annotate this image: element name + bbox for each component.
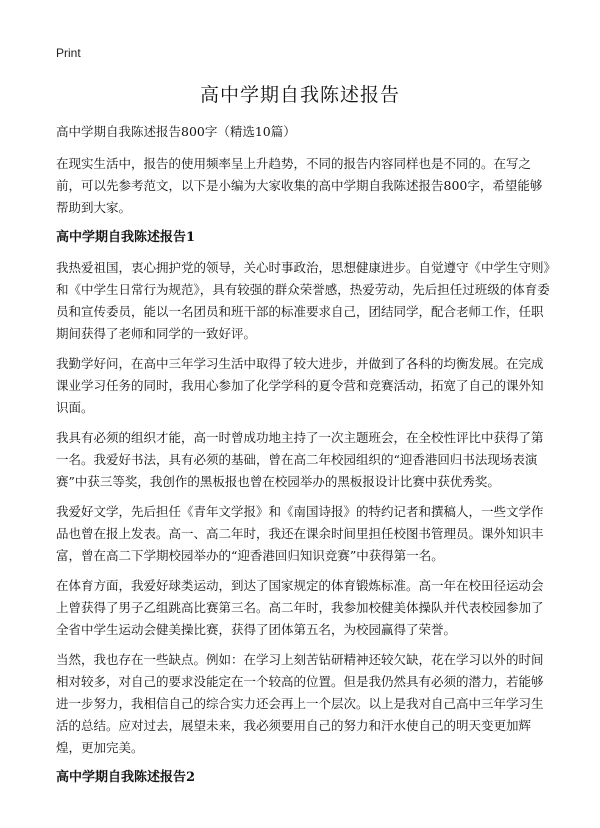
page-title: 高中学期自我陈述报告 bbox=[199, 84, 400, 106]
print-link[interactable]: Print bbox=[56, 46, 81, 60]
section1-paragraph-6: 当然，我也存在一些缺点。例如：在学习上刻苦钻研精神还较欠缺，花在学习以外的时间相对较多，对自己的要求没能定在一个较高的位置。但是我仍然具有必须的潜力，若能够进一步努力，我相信自己的综合实力还会再上一个层次。以上是我对自己高中三年学习生活的总结。应对过去，展望未来，我必须要用自己的努力和汗水使自己的明天变更加辉煌，更加完美。 bbox=[56, 652, 544, 755]
section-heading-1: 高中学期自我陈述报告1 bbox=[56, 230, 196, 245]
section1-paragraph-4: 我爱好文学，先后担任《青年文学报》和《南国诗报》的特约记者和撰稿人，一些文学作品也曾在报上发表。高一、高二年时，我还在课余时间里担任校图书管理员。课外知识丰富，曾在高二下学期校园举办的“迎香港回归知识竞赛”中获得第一名。 bbox=[56, 504, 544, 563]
section1-paragraph-3: 我具有必须的组织才能，高一时曾成功地主持了一次主题班会，在全校性评比中获得了第一名。我爱好书法，具有必须的基础，曾在高二年校园组织的“迎香港回归书法现场表演赛”中获三等奖，我创作的黑板报也曾在校园举办的黑板报设计比赛中获优秀奖。 bbox=[56, 430, 544, 489]
document-subtitle: 高中学期自我陈述报告800字（精选10篇） bbox=[56, 124, 296, 139]
section1-paragraph-1: 我热爱祖国，衷心拥护党的领导，关心时事政治，思想健康进步。自觉遵守《中学生守则》和《中学生日常行为规范》，具有较强的群众荣誉感，热爱劳动，先后担任过班级的体育委员和宣传委员，能以一名团员和班干部的标准要求自己，团结同学，配合老师工作，任职期间获得了老师和同学的一致好评。 bbox=[56, 260, 550, 341]
section1-paragraph-2: 我勤学好问，在高中三年学习生活中取得了较大进步，并做到了各科的均衡发展。在完成课业学习任务的同时，我用心参加了化学学科的夏令营和竞赛活动，拓宽了自己的课外知识面。 bbox=[56, 356, 544, 415]
section1-paragraph-5: 在体育方面，我爱好球类运动，到达了国家规定的体育锻炼标准。高一年在校田径运动会上曾获得了男子乙组跳高比赛第三名。高二年时，我参加校健美体操队并代表校园参加了全省中学生运动会健美操比赛，获得了团体第五名，为校园赢得了荣誉。 bbox=[56, 578, 544, 637]
section-heading-2: 高中学期自我陈述报告2 bbox=[56, 770, 196, 785]
document-body bbox=[56, 121, 552, 797]
intro-paragraph: 在现实生活中，报告的使用频率呈上升趋势，不同的报告内容同样也是不同的。在写之前，可以先参考范文，以下是小编为大家收集的高中学期自我陈述报告800字，希望能够帮助到大家。 bbox=[56, 156, 543, 215]
